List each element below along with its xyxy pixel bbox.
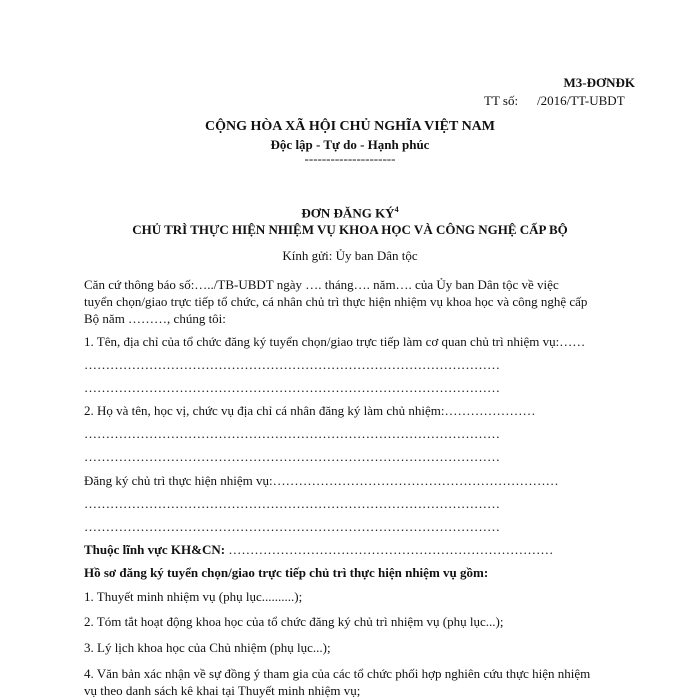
addressee (0, 248, 700, 264)
form-title (0, 205, 700, 221)
doc-item-2: 2. Tóm tắt hoạt động khoa học của tổ chức đăng ký chủ trì nhiệm vụ (phụ lục...); (84, 614, 504, 629)
item-2-label: 2. Họ và tên, học vị, chức vụ địa chỉ cá nhân đăng ký làm chủ nhiệm:………………… (84, 403, 536, 418)
form-title-text: ĐƠN ĐĂNG KÝ (301, 205, 395, 221)
doc-item-3: 3. Lý lịch khoa học của Chủ nhiệm (phụ lục...); (84, 640, 331, 655)
motto: Độc lập - Tự do - Hạnh phúc (270, 137, 430, 152)
addressee-text: Kính gửi: Ủy ban Dân tộc (282, 248, 418, 263)
field-line (84, 542, 553, 558)
register-dots-2: …………………………………………………………………………………… (84, 519, 500, 534)
motto-rule: --------------------- (304, 151, 396, 166)
item-2-dots-2: …………………………………………………………………………………… (84, 449, 500, 464)
circular-label: TT số: (484, 93, 519, 108)
doc-item-4b: vụ theo danh sách kê khai tại Thuyết minh nhiệm vụ; (84, 683, 361, 698)
intro-line-2: tuyển chọn/giao trực tiếp tổ chức, cá nhân chủ trì thực hiện nhiệm vụ khoa học và công nghệ cấp (84, 294, 588, 309)
item-1-dots-1: …………………………………………………………………………………… (84, 357, 500, 372)
item-2-dots-1: …………………………………………………………………………………… (84, 426, 500, 441)
circular-number: /2016/TT-UBDT (537, 93, 625, 108)
register-dots-1: …………………………………………………………………………………… (84, 496, 500, 511)
dossier-heading: Hồ sơ đăng ký tuyển chọn/giao trực tiếp chủ trì thực hiện nhiệm vụ gồm: (84, 565, 489, 580)
intro-line-1: Căn cứ thông báo số:…../TB-UBDT ngày …. tháng…. năm…. của Ủy ban Dân tộc về việc (84, 277, 559, 292)
form-subtitle: CHỦ TRÌ THỰC HIỆN NHIỆM VỤ KHOA HỌC VÀ CÔNG NGHỆ CẤP BỘ (132, 222, 568, 237)
doc-item-4a: 4. Văn bản xác nhận về sự đồng ý tham gia của các tổ chức phối hợp nghiên cứu thực hiện nhiệm (84, 666, 591, 681)
item-1-label: 1. Tên, địa chỉ của tổ chức đăng ký tuyển chọn/giao trực tiếp làm cơ quan chủ trì nhiệm vụ:…… (84, 334, 586, 349)
intro-line-3: Bộ năm ………, chúng tôi: (84, 311, 226, 326)
doc-item-1: 1. Thuyết minh nhiệm vụ (phụ lục..........); (84, 589, 303, 604)
register-label: Đăng ký chủ trì thực hiện nhiệm vụ:………………………………………………………… (84, 473, 559, 488)
item-1-dots-2: …………………………………………………………………………………… (84, 380, 500, 395)
footnote-marker: 4 (394, 205, 399, 214)
nation-title: CỘNG HÒA XÃ HỘI CHỦ NGHĨA VIỆT NAM (204, 119, 495, 134)
field-label: Thuộc lĩnh vực KH&CN: (84, 542, 226, 557)
form-code: M3-ĐƠNĐK (563, 75, 635, 90)
field-dots: ………………………………………………………………… (225, 542, 554, 557)
